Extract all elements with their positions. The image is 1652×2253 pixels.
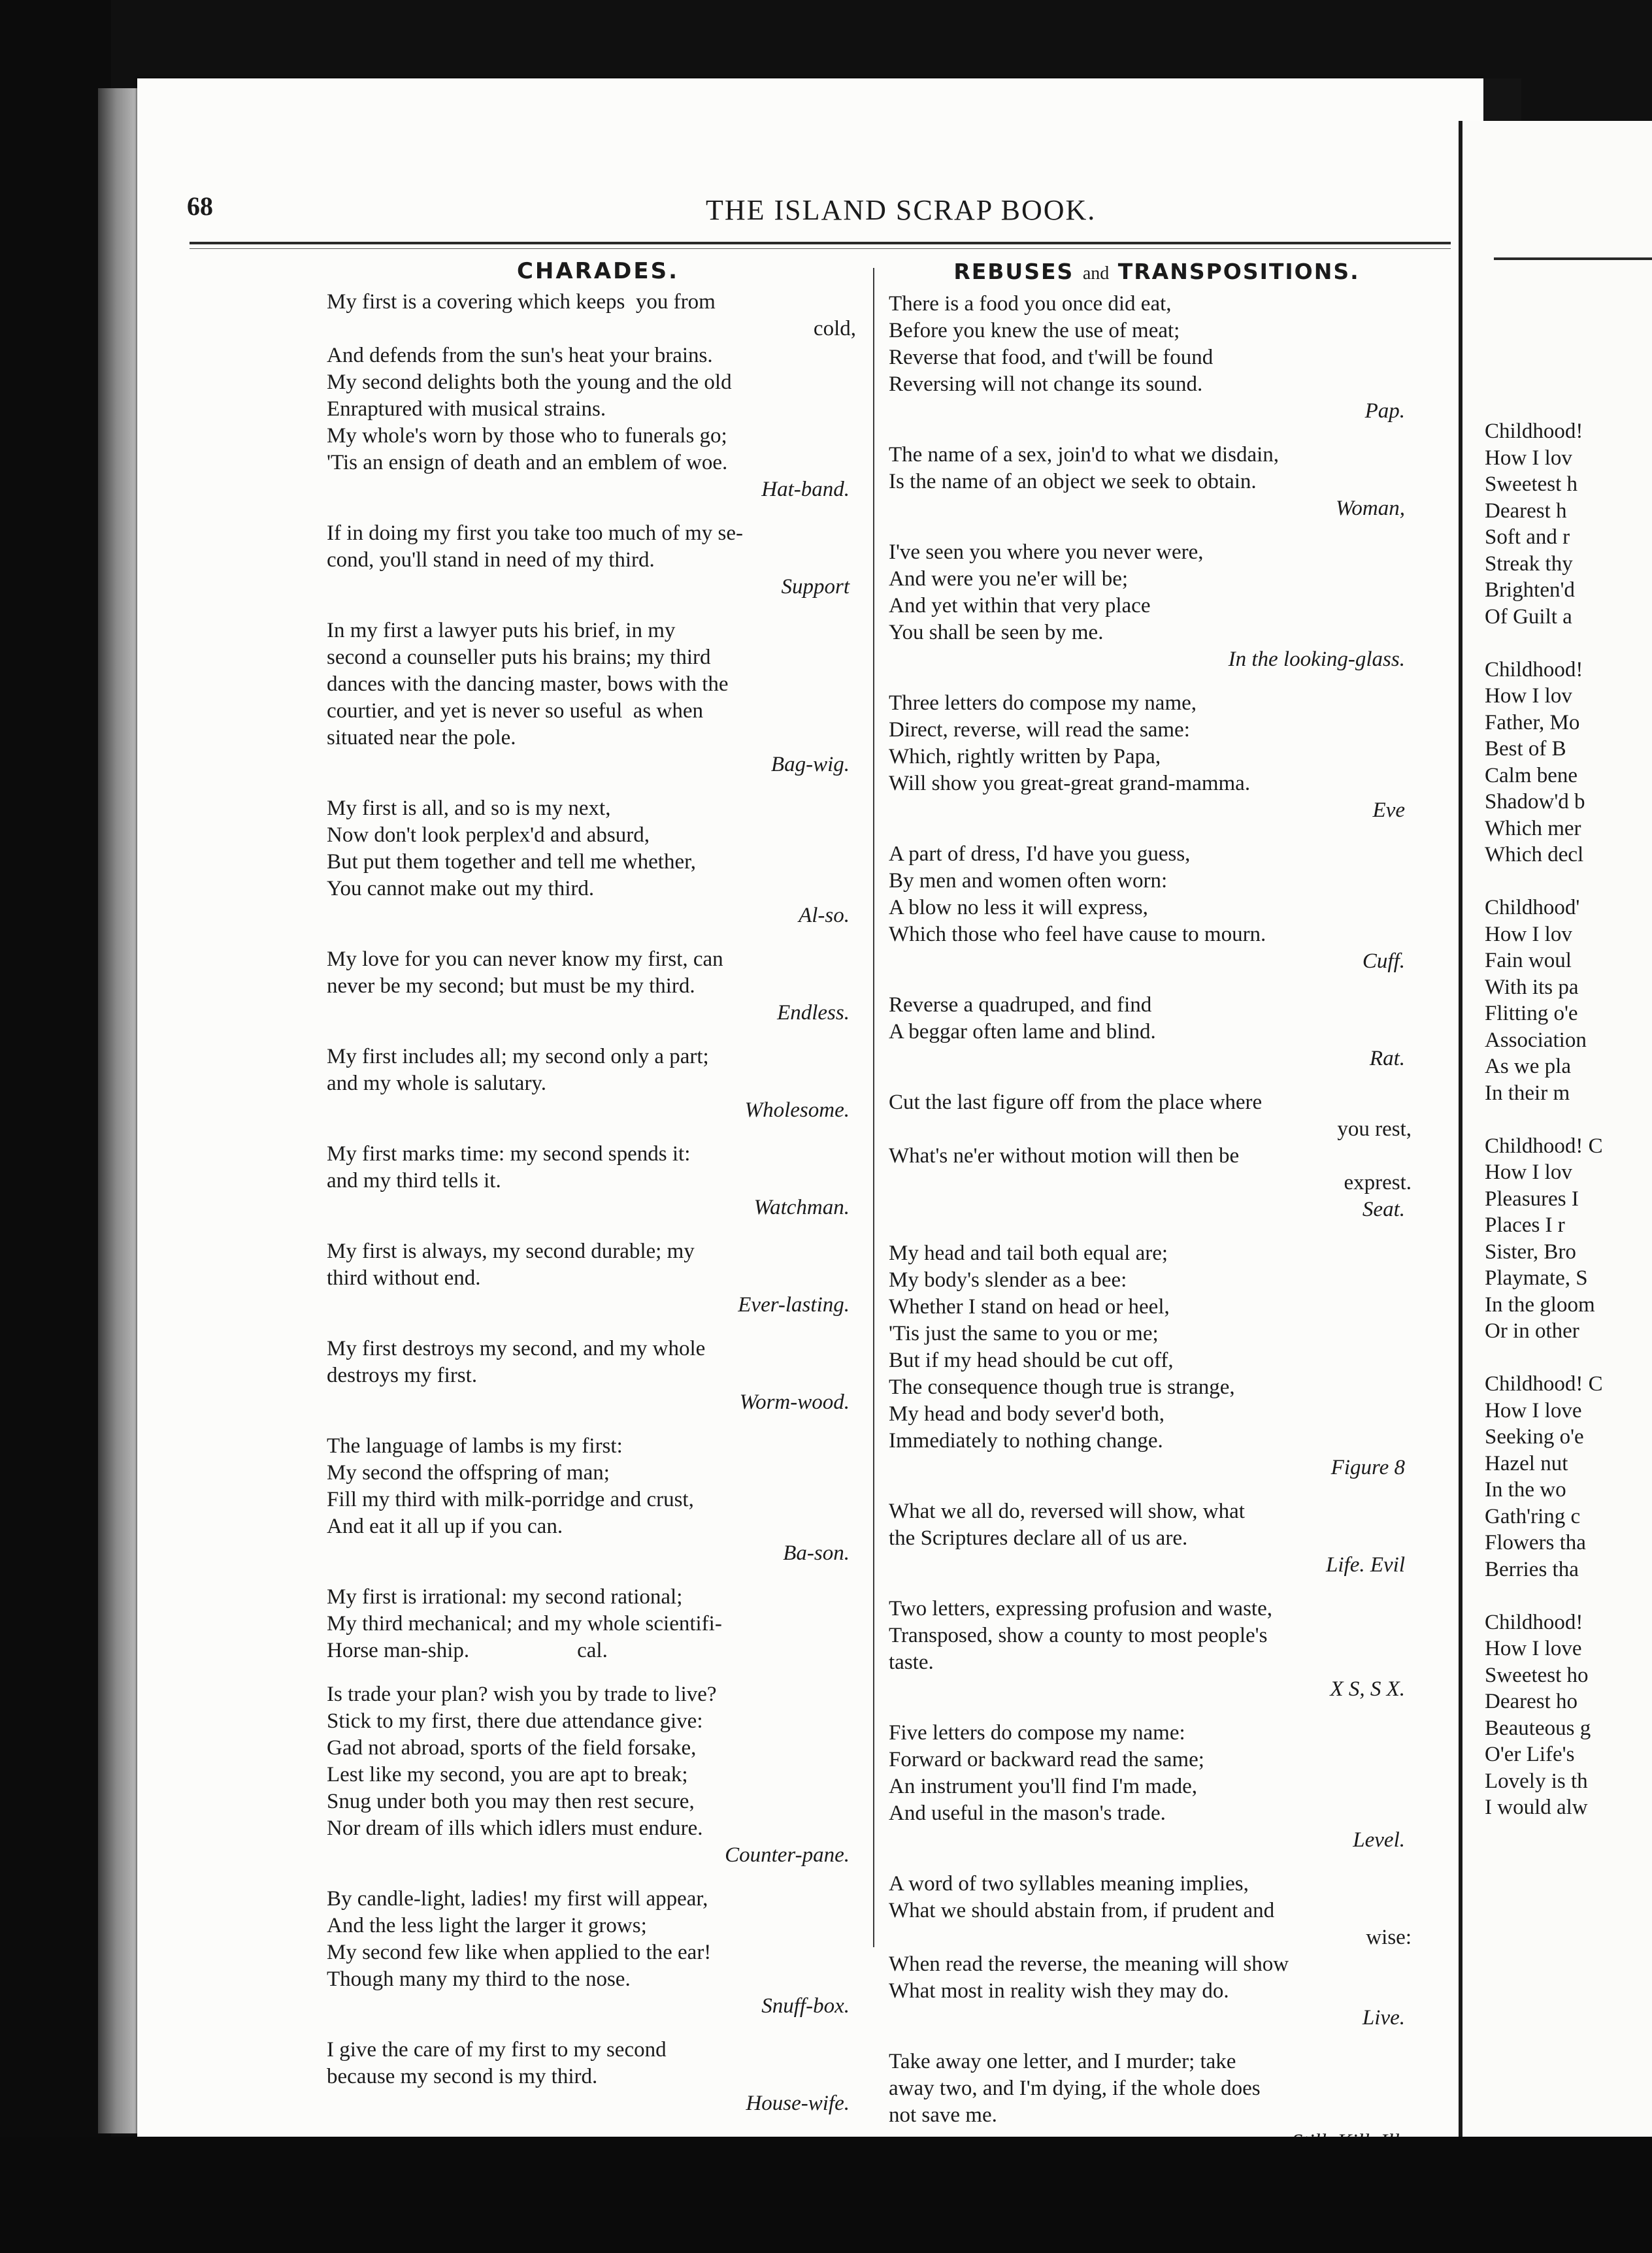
entry-answer: Eve [1372, 798, 1405, 822]
charades-column [327, 258, 869, 2134]
entry [889, 1240, 1425, 1481]
entry-line: A part of dress, I'd have you guess, [889, 842, 1191, 866]
entry-line: Horse man-ship. cal. [327, 1639, 608, 1662]
entry [327, 795, 869, 929]
entry-line: An instrument you'll find I'm made, [889, 1775, 1197, 1798]
entry-line: By men and women often worn: [889, 869, 1168, 893]
entry-answer: Al-so. [799, 904, 850, 927]
entry-answer: X S, S X. [1330, 1677, 1405, 1701]
entry-line: My first includes all; my second only a part; [327, 1045, 709, 1068]
entry [889, 992, 1425, 1072]
entry-line: But if my head should be cut off, [889, 1349, 1174, 1372]
entry [889, 1871, 1425, 2031]
entry-line: Now don't look perplex'd and absurd, [327, 823, 650, 847]
entry-line: And the less light the larger it grows; [327, 1914, 647, 1937]
entry-line: My second delights both the young and the old [327, 370, 732, 394]
entry [889, 1596, 1425, 1703]
entry-answer: Pap. [1364, 399, 1405, 423]
entry-line: Is trade your plan? wish you by trade to live? [327, 1683, 717, 1706]
entry-line: And eat it all up if you can. [327, 1515, 563, 1538]
rebuses-title-a: REBUSES [953, 259, 1074, 284]
entry-line: Though many my third to the nose. [327, 1967, 631, 1991]
entry-line: What most in reality wish they may do. [889, 1979, 1229, 2003]
entry-line: Direct, reverse, will read the same: [889, 718, 1190, 742]
entry-line: Reverse that food, and t'will be found [889, 346, 1214, 369]
entry-line: My body's slender as a bee: [889, 1268, 1127, 1292]
entry-line: Cut the last figure off from the place where [889, 1091, 1263, 1114]
facing-header-rule [1494, 257, 1652, 260]
entry-answer: Counter-pane. [725, 1843, 850, 1867]
entry-answer: Woman, [1335, 497, 1405, 520]
entry-line: My head and body sever'd both, [889, 1402, 1165, 1426]
entry-answer: Level. [1353, 1828, 1405, 1852]
entry-line: away two, and I'm dying, if the whole does [889, 2077, 1261, 2100]
entry-line: What we all do, reversed will show, what [889, 1500, 1245, 1523]
entry-line: Is the name of an object we seek to obtain. [889, 470, 1257, 493]
entry-line: courtier, and yet is never so useful as when [327, 699, 704, 723]
entry [327, 1336, 869, 1416]
entry-line: exprest. [1344, 1171, 1412, 1194]
entry-line: Lest like my second, you are apt to break; [327, 1763, 688, 1786]
entry-line: Enraptured with musical strains. [327, 397, 606, 421]
entry-line: Will show you great-great grand-mamma. [889, 772, 1251, 795]
entry-line: Three letters do compose my name, [889, 691, 1197, 715]
entry-answer: Bag-wig. [770, 753, 850, 776]
header-rule [190, 242, 1451, 244]
entry-line: taste. [889, 1651, 934, 1674]
entry-answer: Rat. [1369, 1047, 1405, 1070]
rebuses-title-b: TRANSPOSITIONS. [1117, 259, 1360, 284]
entry [889, 291, 1425, 425]
entry-line: A beggar often lame and blind. [889, 1020, 1156, 1044]
entry-answer: House-wife. [746, 2092, 850, 2115]
entry-line: My second the offspring of man; [327, 1461, 610, 1485]
entry-line: Which those who feel have cause to mourn. [889, 923, 1266, 946]
entry [327, 520, 869, 600]
entry-answer: Watchman. [753, 1196, 850, 1219]
charades-list [327, 289, 869, 2117]
entry [889, 690, 1425, 824]
entry-line: I give the care of my first to my second [327, 2038, 667, 2062]
entry-line: In my first a lawyer puts his brief, in my [327, 619, 676, 642]
entry-answer: Snuff-box. [761, 1994, 850, 2018]
entry-answer: Ba-son. [783, 1541, 850, 1565]
entry-line: My third mechanical; and my whole scientifi- [327, 1612, 722, 1636]
facing-page-text: Childhood! How I lov Sweetest h Dearest h Soft and r Streak thy Brighten'd Of Guilt a Childhood! How I lov Father, Mo Best of B Calm bene Shadow'd b Which mer Which decl Childhood' How I lov Fain woul With its pa Flitting o'e Association As we pla In their m Childhood! C How I lov Pleasures I Places I r Sister, Bro Playmate, S In the gloom Or in other Childhood! C How I love Seeking o'e Hazel nut In the wo Gath'ring c Flowers tha Berries tha Childhood! How I love Sweetest ho Dearest ho Beauteous g O'er Life's Lovely is th I would alw [1485, 419, 1603, 1819]
entry-line: second a counseller puts his brains; my third [327, 646, 711, 669]
rebuses-column [889, 258, 1425, 2173]
entry-line: And were you ne'er will be; [889, 567, 1129, 591]
entry [889, 841, 1425, 975]
entry-line: If in doing my first you take too much of my se- [327, 521, 743, 545]
entry-line: Whether I stand on head or heel, [889, 1295, 1170, 1319]
entry-line: cond, you'll stand in need of my third. [327, 548, 655, 572]
entry [889, 1089, 1425, 1223]
entry-line: Reversing will not change its sound. [889, 372, 1203, 396]
entry-line: My head and tail both equal are; [889, 1242, 1168, 1265]
entry-line: and my third tells it. [327, 1169, 501, 1192]
entry-line: Which, rightly written by Papa, [889, 745, 1161, 768]
entry-answer: Support [781, 575, 850, 599]
entry-line: My first is always, my second durable; my [327, 1240, 695, 1263]
page-number: 68 [187, 191, 213, 221]
entry-line: And defends from the sun's heat your brains. [327, 344, 713, 367]
entry-answer: In the looking-glass. [1228, 648, 1405, 671]
entry-line: cold, [813, 317, 856, 340]
entry-line: The consequence though true is strange, [889, 1375, 1235, 1399]
entry [889, 1720, 1425, 1854]
entry-line: destroys my first. [327, 1364, 478, 1387]
entry-line: you rest, [1337, 1117, 1412, 1141]
entry-answer: Hat-band. [761, 478, 850, 501]
entry-line: My first destroys my second, and my whole [327, 1337, 706, 1360]
entry-line: The language of lambs is my first: [327, 1434, 623, 1458]
entry [327, 1141, 869, 1221]
entry [327, 1238, 869, 1319]
entry-line: What we should abstain from, if prudent and [889, 1899, 1275, 1922]
entry-line: My first is a covering which keeps you from [327, 290, 716, 314]
entry-line: Five letters do compose my name: [889, 1721, 1185, 1745]
entry-line: Fill my third with milk-porridge and crust, [327, 1488, 694, 1511]
entry [327, 289, 869, 503]
facing-page [1459, 121, 1652, 2169]
entry-line: never be my second; but must be my third. [327, 974, 695, 998]
entry-line: Immediately to nothing change. [889, 1429, 1163, 1453]
entry-line: The name of a sex, join'd to what we disdain, [889, 443, 1280, 467]
entry-line: Stick to my first, there due attendance give: [327, 1709, 703, 1733]
entry-line: Snug under both you may then rest secure, [327, 1790, 695, 1813]
entry-line: Forward or backward read the same; [889, 1748, 1204, 1771]
entry-answer: Ever-lasting. [738, 1293, 850, 1317]
entry-line: because my second is my third. [327, 2065, 598, 2088]
entry [327, 1886, 869, 2020]
entry-line: wise: [1366, 1926, 1412, 1949]
entry-line: But put them together and tell me whether, [327, 850, 697, 874]
entry-line: By candle-light, ladies! my first will appear, [327, 1887, 708, 1911]
entry-line: I've seen you where you never were, [889, 540, 1204, 564]
entry-line: Nor dream of ills which idlers must endure. [327, 1817, 703, 1840]
entry-answer: Wholesome. [744, 1098, 850, 1122]
entry-line: dances with the dancing master, bows with the [327, 672, 729, 696]
entry [327, 1044, 869, 1124]
entry-line: A word of two syllables meaning implies, [889, 1872, 1249, 1896]
column-divider [873, 268, 874, 1947]
entry [889, 1498, 1425, 1579]
entry-line: not save me. [889, 2103, 997, 2127]
rebuses-list [889, 291, 1425, 2156]
entry-answer: Endless. [777, 1001, 850, 1025]
entry [327, 2037, 869, 2117]
header-rule-thin [190, 248, 1451, 249]
dark-background-bottom [0, 2137, 1652, 2253]
entry-line: Take away one letter, and I murder; take [889, 2050, 1236, 2073]
entry-line: My first marks time: my second spends it: [327, 1142, 691, 1166]
entry-line: A blow no less it will express, [889, 896, 1148, 919]
entry [327, 1681, 869, 1869]
entry-line: third without end. [327, 1266, 481, 1290]
rebuses-title [889, 258, 1425, 287]
entry-answer: Live. [1362, 2006, 1405, 2030]
entry-line: What's ne'er without motion will then be [889, 1144, 1240, 1168]
entry [327, 1433, 869, 1567]
entry-line: When read the reverse, the meaning will show [889, 1952, 1289, 1976]
entry-line: My whole's worn by those who to funerals go; [327, 424, 727, 448]
entry-line: the Scriptures declare all of us are. [889, 1526, 1188, 1550]
entry-line: situated near the pole. [327, 726, 516, 749]
entry-line: And useful in the mason's trade. [889, 1801, 1166, 1825]
entry-line: Gad not abroad, sports of the field forsake, [327, 1736, 697, 1760]
entry [327, 1584, 869, 1664]
entry-line: Reverse a quadruped, and find [889, 993, 1152, 1017]
entry [327, 946, 869, 1027]
entry-line: You shall be seen by me. [889, 621, 1104, 644]
dark-background [0, 0, 111, 2253]
entry-line: My first is irrational: my second rational; [327, 1585, 683, 1609]
entry-line: My love for you can never know my first, can [327, 947, 723, 971]
entry-line: 'Tis just the same to you or me; [889, 1322, 1159, 1345]
entry-line: Transposed, show a county to most people's [889, 1624, 1268, 1647]
entry-answer: Worm-wood. [739, 1390, 850, 1414]
entry [889, 442, 1425, 522]
entry [327, 617, 869, 778]
entry-line: Before you knew the use of meat; [889, 319, 1180, 342]
entry-answer: Life. Evil [1326, 1553, 1405, 1577]
entry-answer: Seat. [1362, 1198, 1405, 1221]
entry-line: You cannot make out my third. [327, 877, 595, 900]
entry-line: And yet within that very place [889, 594, 1151, 617]
entry-line: and my whole is salutary. [327, 1072, 547, 1095]
rebuses-title-and: and [1082, 263, 1110, 284]
entry-line: There is a food you once did eat, [889, 292, 1172, 316]
entry-line: My second few like when applied to the ear! [327, 1941, 712, 1964]
entry [889, 539, 1425, 673]
entry-answer: Cuff. [1362, 949, 1405, 973]
running-title: THE ISLAND SCRAP BOOK. [706, 194, 1097, 226]
entry-line: My first is all, and so is my next, [327, 797, 611, 820]
entry-answer: Figure 8 [1330, 1456, 1405, 1479]
charades-title: CHARADES. [516, 258, 680, 284]
entry-line: 'Tis an ensign of death and an emblem of woe. [327, 451, 728, 474]
entry-line: Two letters, expressing profusion and waste, [889, 1597, 1272, 1620]
